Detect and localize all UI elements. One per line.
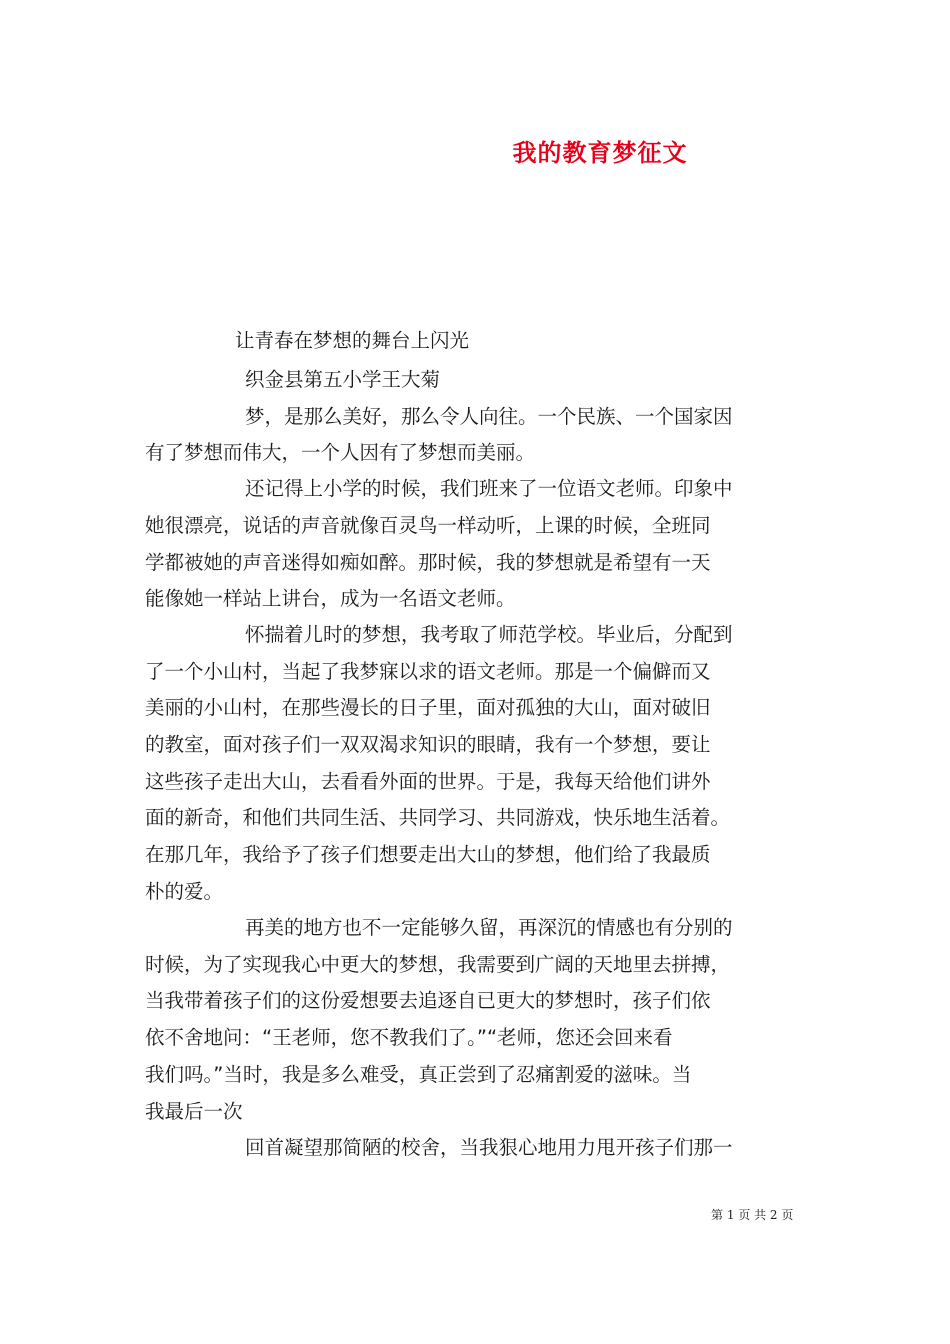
body-line: 梦，是那么美好，那么令人向往。一个民族、一个国家因	[245, 405, 733, 428]
body-line: 时候，为了实现我心中更大的梦想，我需要到广阔的天地里去拼搏，	[145, 953, 731, 976]
subtitle: 让青春在梦想的舞台上闪光	[235, 329, 470, 352]
author-line: 织金县第五小学王大菊	[245, 368, 441, 391]
body-line: 这些孩子走出大山，去看看外面的世界。于是，我每天给他们讲外	[145, 770, 711, 793]
body-line: 面的新奇，和他们共同生活、共同学习、共同游戏，快乐地生活着。	[145, 806, 731, 829]
page-indicator: 第 1 页 共 2 页	[711, 1208, 794, 1222]
body-line: 能像她一样站上讲台，成为一名语文老师。	[145, 587, 516, 610]
body-line: 我最后一次	[145, 1100, 243, 1123]
body-line: 学都被她的声音迷得如痴如醉。那时候，我的梦想就是希望有一天	[145, 551, 711, 574]
body-line: 还记得上小学的时候，我们班来了一位语文老师。印象中	[245, 477, 733, 500]
body-line: 当我带着孩子们的这份爱想要去追逐自已更大的梦想时，孩子们依	[145, 989, 711, 1012]
body-line: 美丽的小山村，在那些漫长的日子里，面对孤独的大山，面对破旧	[145, 696, 711, 719]
body-line: 的教室，面对孩子们一双双渴求知识的眼睛，我有一个梦想，要让	[145, 733, 711, 756]
body-line: 再美的地方也不一定能够久留，再深沉的情感也有分别的	[245, 916, 733, 939]
body-line: 在那几年，我给予了孩子们想要走出大山的梦想，他们给了我最质	[145, 843, 711, 866]
body-line: 依不舍地问：“王老师，您不教我们了。”“老师，您还会回来看	[145, 1026, 673, 1049]
body-line: 了一个小山村，当起了我梦寐以求的语文老师。那是一个偏僻而又	[145, 660, 711, 683]
body-line: 她很漂亮，说话的声音就像百灵鸟一样动听，上课的时候，全班同	[145, 514, 711, 537]
body-line: 我们吗。”当时，我是多么难受，真正尝到了忍痛割爱的滋味。当	[145, 1063, 692, 1086]
body-line: 朴的爱。	[145, 880, 224, 903]
body-line: 怀揣着儿时的梦想，我考取了师范学校。毕业后，分配到	[245, 623, 733, 646]
document-title: 我的教育梦征文	[512, 138, 688, 167]
body-line: 有了梦想而伟大，一个人因有了梦想而美丽。	[145, 441, 536, 464]
body-line: 回首凝望那简陋的校舍，当我狠心地用力甩开孩子们那一	[245, 1136, 733, 1159]
